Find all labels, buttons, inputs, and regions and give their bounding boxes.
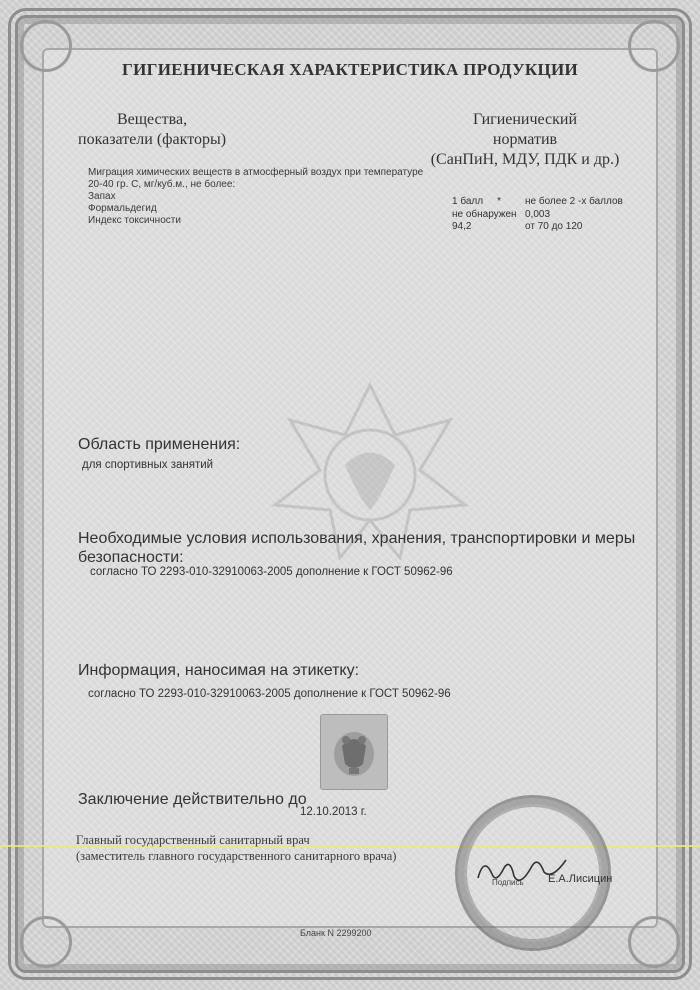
document-title: ГИГИЕНИЧЕСКАЯ ХАРАКТЕРИСТИКА ПРОДУКЦИИ <box>121 60 579 79</box>
header-norm-line1: Гигиенический <box>472 111 578 128</box>
corner-ornament-bottom-left <box>20 916 72 968</box>
indicators-block <box>88 167 428 227</box>
double-headed-eagle-icon <box>330 724 378 780</box>
indicator-value-toxicity: 94,2 <box>452 221 472 232</box>
signatory-name: Е.А.Лисицин <box>548 873 613 885</box>
coat-of-arms-emblem <box>320 714 388 790</box>
header-substances-line2: показатели (факторы) <box>78 131 227 148</box>
signatory-line2: (заместитель главного государственного санитарного врача) <box>76 849 397 863</box>
indicator-norm-odor: не более 2 -х баллов <box>525 196 623 207</box>
corner-ornament-bottom-right <box>628 916 680 968</box>
header-substances-line1: Вещества, <box>116 111 188 128</box>
footnote-star: * <box>497 196 501 207</box>
scope-value: для спортивных занятий <box>82 459 214 471</box>
conditions-label-line1: Необходимые условия использования, хранения, транспортировки и меры <box>78 530 636 547</box>
label-info-value: согласно ТО 2293-010-32910063-2005 дополнение к ГОСТ 50962-96 <box>88 688 451 700</box>
validity-label: Заключение действительно до <box>78 791 307 808</box>
blank-number: Бланк N 2299200 <box>300 928 372 938</box>
conditions-label-line2: безопасности: <box>78 549 184 566</box>
indicators-intro-line1: Миграция химических веществ в атмосферный воздух при температуре <box>88 167 424 178</box>
indicators-intro-line2: 20-40 гр. С, мг/куб.м., не более: <box>88 179 236 190</box>
signatory-line1: Главный государственный санитарный врач <box>76 833 310 847</box>
indicator-name-toxicity: Индекс токсичности <box>88 215 181 226</box>
indicator-name-odor: Запах <box>88 191 116 202</box>
indicator-values <box>452 196 517 234</box>
header-substances <box>78 110 226 150</box>
conditions-value: согласно ТО 2293-010-32910063-2005 дополнение к ГОСТ 50962-96 <box>90 566 453 578</box>
validity-date: 12.10.2013 г. <box>300 806 367 818</box>
header-norm-line3: (СанПиН, МДУ, ПДК и др.) <box>430 151 620 168</box>
header-norm <box>410 110 640 170</box>
conditions-label <box>78 529 638 567</box>
indicator-value-odor: 1 балл <box>452 196 484 207</box>
label-info-label: Информация, наносимая на этикетку: <box>78 662 360 679</box>
scope-label: Область применения: <box>78 436 241 453</box>
signature-caption: Подпись <box>492 878 524 887</box>
indicator-value-formaldehyde: не обнаружен <box>452 208 517 220</box>
indicator-name-formaldehyde: Формальдегид <box>88 203 157 214</box>
signatory-block <box>76 832 396 864</box>
indicator-norms <box>525 196 623 234</box>
header-norm-line2: норматив <box>492 131 558 148</box>
indicator-norm-toxicity: от 70 до 120 <box>525 221 583 232</box>
indicator-norm-formaldehyde: 0,003 <box>525 208 551 220</box>
